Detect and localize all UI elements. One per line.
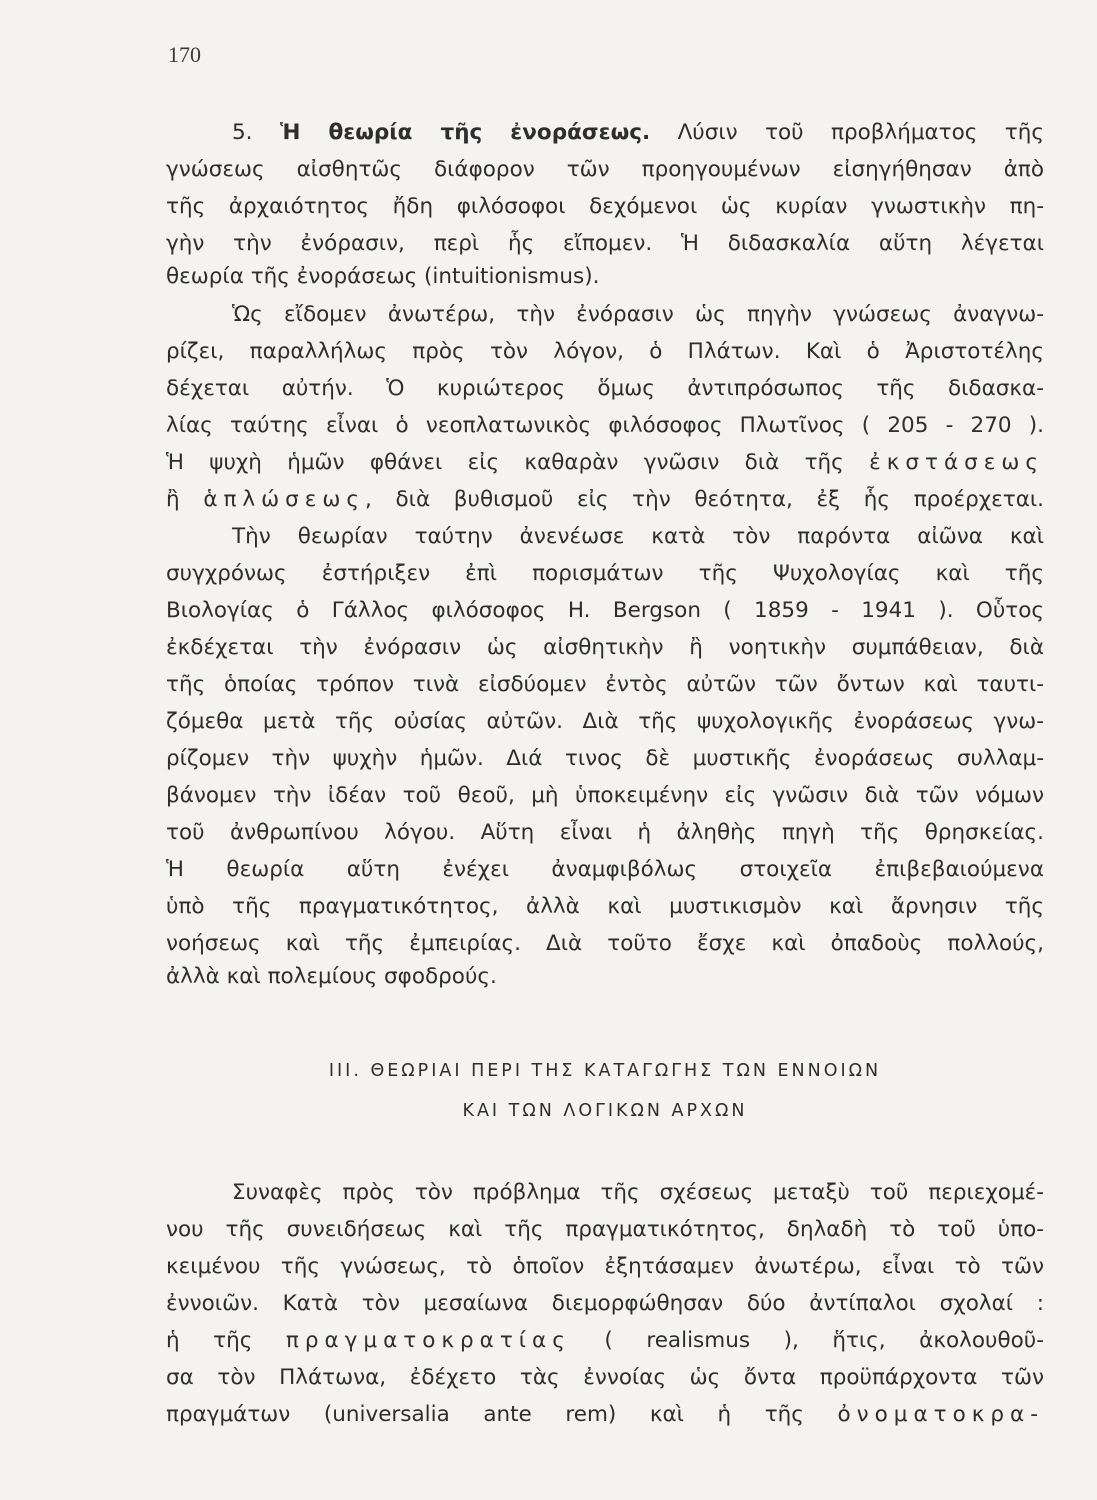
text-segment: πραγμάτων (universalia ante rem) καὶ ἡ τῆς [166,1402,804,1427]
spaced-term: ὀνοματοκρα- [837,1402,1044,1427]
text-line [166,962,1044,992]
text-segment: ( realismus ), ἥτις, ἀκολουθοῦ- [604,1328,1044,1353]
section-number: 5. [232,120,253,145]
text-line: γὴν τὴν ἐνόρασιν, περὶ ἧς εἴπομεν. Ἡ διδασκαλία αὕτη λέγεται [166,231,1044,256]
text-line [166,1326,1044,1356]
text-line [166,448,1044,478]
chapter-heading-line-2: ΚΑΙ ΤΩΝ ΛΟΓΙΚΩΝ ΑΡΧΩΝ [462,1101,748,1121]
text-segment: , διὰ βυθισμοῦ εἰς τὴν θεότητα, ἐξ ἧς προέρχεται. [365,487,1044,512]
text-segment: ἢ [166,487,180,512]
text-line [166,262,1044,292]
text-line-content: θεωρία τῆς ἐνοράσεως (intuitionismus). [166,264,600,289]
text-line: Ἡ θεωρία αὕτη ἐνέχει ἀναμφιβόλως στοιχεῖα ἐπιβεβαιούμενα [166,857,1044,882]
text-line: δέχεται αὐτήν. Ὁ κυριώτερος ὅμως ἀντιπρόσωπος τῆς διδασκα- [166,376,1044,401]
text-line: ἐννοιῶν. Κατὰ τὸν μεσαίωνα διεμορφώθησαν δύο ἀντίπαλοι σχολαί : [166,1291,1044,1316]
text-line: βάνομεν τὴν ἰδέαν τοῦ θεοῦ, μὴ ὑποκειμένην εἰς γνῶσιν διὰ τῶν νόμων [166,783,1044,808]
text-line: Ὡς εἴδομεν ἀνωτέρω, τὴν ἐνόρασιν ὡς πηγὴν γνώσεως ἀναγνω- [232,302,1044,327]
text-line: κειμένου τῆς γνώσεως, τὸ ὁποῖον ἐξητάσαμεν ἀνωτέρω, εἶναι τὸ τῶν [166,1254,1044,1279]
text-line: ὑπὸ τῆς πραγματικότητος, ἀλλὰ καὶ μυστικισμὸν καὶ ἄρνησιν τῆς [166,894,1044,919]
text-line: συγχρόνως ἐστήριξεν ἐπὶ πορισμάτων τῆς Ψυχολογίας καὶ τῆς [166,561,1044,586]
text-line: Λύσιν τοῦ προβλήματος τῆς [677,120,1044,145]
text-line: ρίζομεν τὴν ψυχὴν ἡμῶν. Διά τινος δὲ μυστικῆς ἐνοράσεως συλλαμ- [166,746,1044,771]
text-line: νου τῆς συνειδήσεως καὶ τῆς πραγματικότητος, δηλαδὴ τὸ τοῦ ὑπο- [166,1217,1044,1242]
text-line: ἐκδέχεται τὴν ἐνόρασιν ὡς αἰσθητικὴν ἢ νοητικὴν συμπάθειαν, διὰ [166,635,1044,660]
spaced-term: ἐκστάσεως [869,450,1044,475]
section5-first-line [232,118,1044,148]
text-line: τοῦ ἀνθρωπίνου λόγου. Αὕτη εἶναι ἡ ἀληθὴς πηγὴ τῆς θρησκείας. [166,820,1044,845]
text-line: ρίζει, παραλλήλως πρὸς τὸν λόγον, ὁ Πλάτων. Καὶ ὁ Ἀριστοτέλης [166,339,1044,364]
spaced-term: ἁπλώσεως [203,487,366,512]
text-line: Τὴν θεωρίαν ταύτην ἀνενέωσε κατὰ τὸν παρόντα αἰῶνα καὶ [232,524,1044,549]
text-line: σα τὸν Πλάτωνα, ἐδέχετο τὰς ἐννοίας ὡς ὄντα προϋπάρχοντα τῶν [166,1365,1044,1390]
text-line: γνώσεως αἰσθητῶς διάφορον τῶν προηγουμένων εἰσηγήθησαν ἀπὸ [166,157,1044,182]
chapter-heading-line-1: III. ΘΕΩΡΙΑΙ ΠΕΡΙ ΤΗΣ ΚΑΤΑΓΩΓΗΣ ΤΩΝ ΕΝΝΟΙΩΝ [328,1061,882,1081]
text-line [166,1400,1044,1430]
text-line: Βιολογίας ὁ Γάλλος φιλόσοφος H. Bergson ( 1859 - 1941 ). Οὗτος [166,598,1044,623]
text-line: τῆς ὁποίας τρόπον τινὰ εἰσδύομεν ἐντὸς αὐτῶν τῶν ὄντων καὶ ταυτι- [166,672,1044,697]
page-number: 170 [168,42,201,67]
text-segment: Ἡ ψυχὴ ἡμῶν φθάνει εἰς καθαρὰν γνῶσιν διὰ τῆς [166,450,844,475]
text-line-content: ἀλλὰ καὶ πολεμίους σφοδρούς. [166,964,497,989]
section-heading: Ἡ θεωρία τῆς ἐνοράσεως. [279,120,651,145]
spaced-term: πραγματοκρατίας [285,1328,571,1353]
text-line [166,485,1044,515]
text-line: νοήσεως καὶ τῆς ἐμπειρίας. Διὰ τοῦτο ἔσχε καὶ ὀπαδοὺς πολλούς, [166,931,1044,956]
text-segment: ἡ τῆς [166,1328,253,1353]
text-line: λίας ταύτης εἶναι ὁ νεοπλατωνικὸς φιλόσοφος Πλωτῖνος ( 205 - 270 ). [166,413,1044,438]
text-line: τῆς ἀρχαιότητος ἤδη φιλόσοφοι δεχόμενοι ὡς κυρίαν γνωστικὴν πη- [166,194,1044,219]
text-line: ζόμεθα μετὰ τῆς οὐσίας αὐτῶν. Διὰ τῆς ψυχολογικῆς ἐνοράσεως γνω- [166,709,1044,734]
text-line: Συναφὲς πρὸς τὸν πρόβλημα τῆς σχέσεως μεταξὺ τοῦ περιεχομέ- [232,1180,1044,1205]
